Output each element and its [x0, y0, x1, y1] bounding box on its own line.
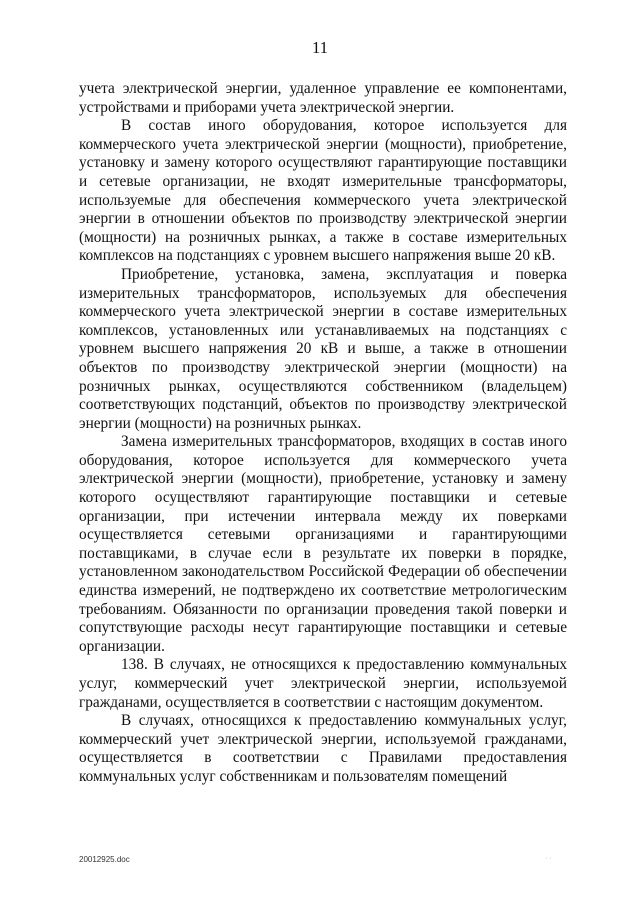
document-body [79, 80, 567, 787]
page-number: 11 [311, 38, 329, 57]
paragraph-communal-services: В случаях, относящихся к предоставлению коммунальных услуг, коммерческий учет электрической энергии, используемой гражданами, осуществляется в соответствии с Правилами предоставления коммунальных услуг собственникам и пользователям помещений [79, 712, 567, 785]
paragraph-other-equipment: В состав иного оборудования, которое используется для коммерческого учета электрической энергии (мощности), приобретение, установку и замену которого осуществляют гарантирующие поставщики и сетевые организации, не входят измерительные трансформаторы, используемые для обеспечения коммерческого учета электрической энергии в отношении объектов по производству электрической энергии (мощности) на розничных рынках, а также в составе измерительных комплексов на подстанциях с уровнем высшего напряжения выше 20 кВ. [79, 117, 567, 265]
paragraph-transformer-replacement: Замена измерительных трансформаторов, входящих в состав иного оборудования, которое используется для коммерческого учета электрической энергии (мощности), приобретение, установку и замену которого осуществляют гарантирующие поставщики и сетевые организации, при истечении интервала между их поверками осуществляется сетевыми организациями и гарантирующими поставщиками, в случае если в результате их поверки в порядке, установленном законодательством Российской Федерации об обеспечении единства измерений, не подтверждено их соответствие метрологическим требованиям. Обязанности по организации проведения такой поверки и сопутствующие расходы несут гарантирующие поставщики и сетевые организации. [79, 433, 567, 655]
scan-artifact-mark: · · [545, 855, 552, 862]
paragraph-transformer-acquisition: Приобретение, установка, замена, эксплуатация и поверка измерительных трансформаторов, используемых для обеспечения коммерческого учета электрической энергии в составе измерительных комплексов, установленных или устанавливаемых на подстанциях с уровнем высшего напряжения 20 кВ и выше, а также в отношении объектов по производству электрической энергии (мощности) на розничных рынках, осуществляются собственником (владельцем) соответствующих подстанций, объектов по производству электрической энергии (мощности) на розничных рынках. [79, 265, 567, 432]
paragraph-item-138: 138. В случаях, не относящихся к предоставлению коммунальных услуг, коммерческий учет электрической энергии, используемой гражданами, осуществляется в соответствии с настоящим документом. [79, 656, 567, 711]
footer-file-code: 20012925.doc [79, 855, 130, 864]
paragraph-continuation: учета электрической энергии, удаленное управление ее компонентами, устройствами и приборами учета электрической энергии. [79, 80, 567, 116]
